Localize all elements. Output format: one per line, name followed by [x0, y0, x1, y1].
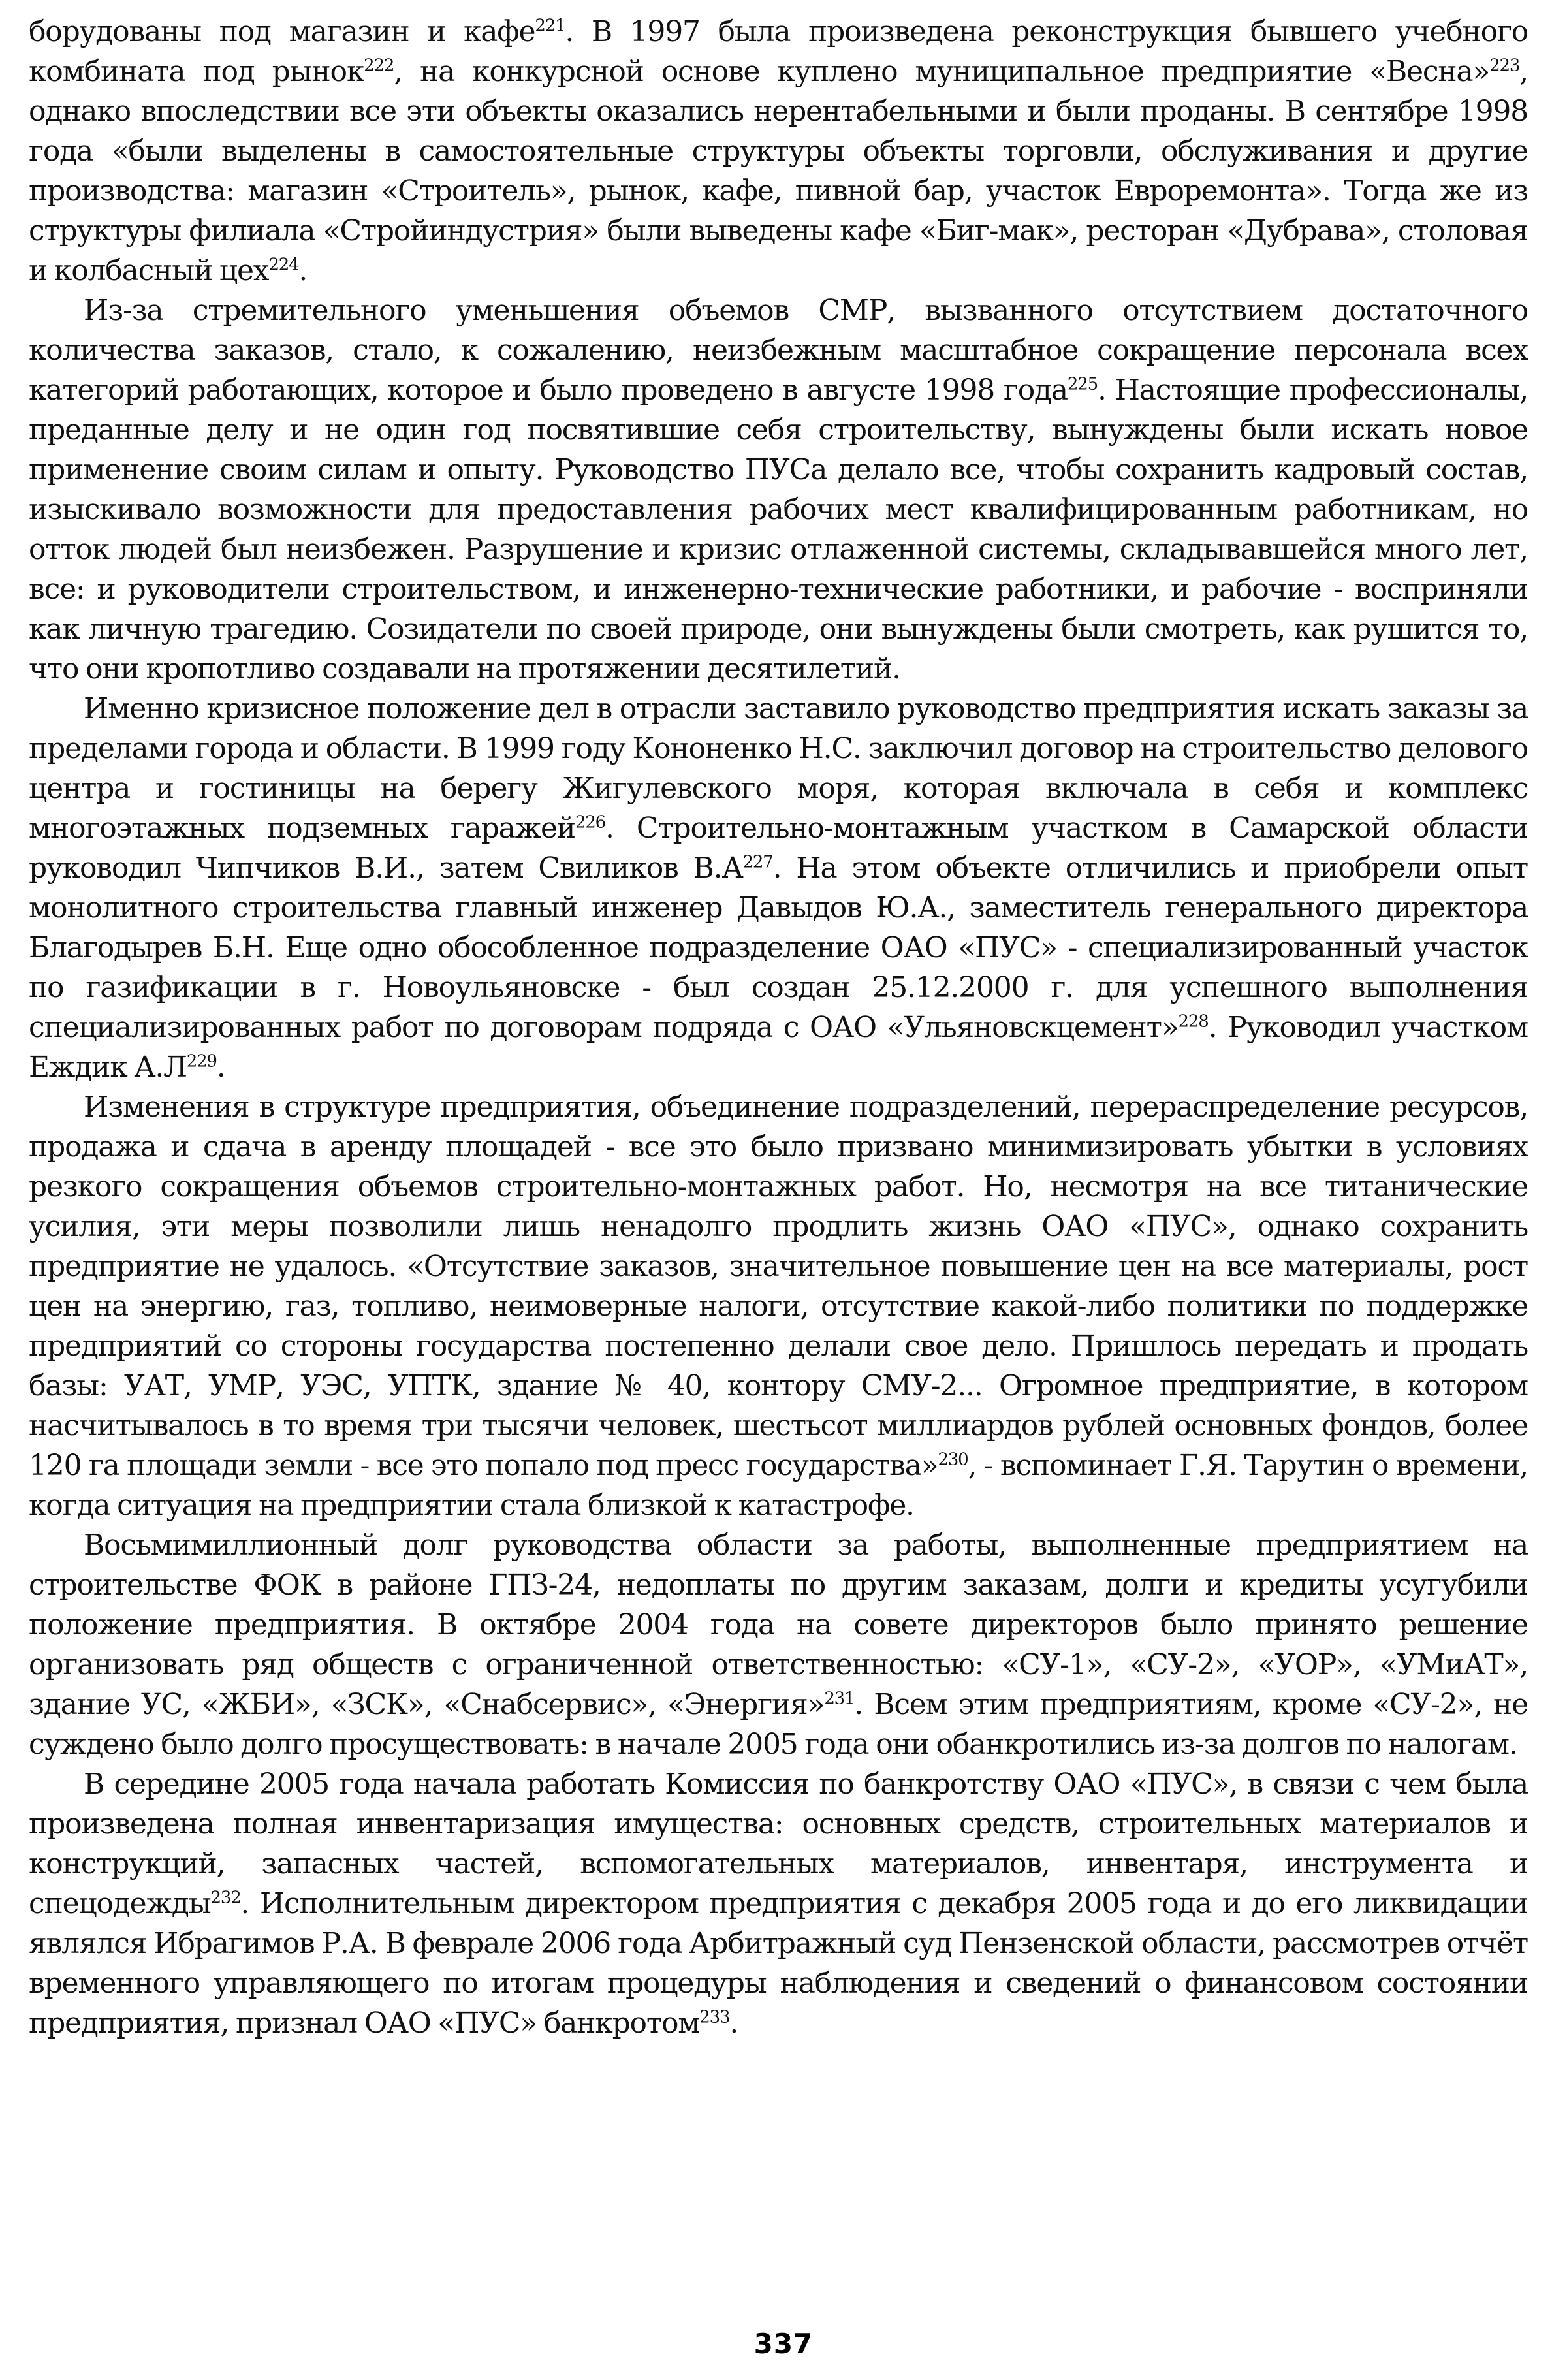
text-run: . В 1997 была произведена реконструкция бывшего учебного комбината под рынок	[29, 15, 1528, 88]
footnote-ref: 224	[268, 255, 299, 275]
footnote-ref: 231	[824, 1689, 855, 1709]
text-run: . Исполнительным директором предприятия с декабря 2005 года и до его ликвидации являлся Ибрагимов Р.А. В феврале 2006 года Арбитражный суд Пензенской области, рассмотрев отчёт временного управляющего по итогам процедуры наблюдения и сведений о финансовом состоянии предприятия, признал ОАО «ПУС» банкротом	[29, 1887, 1528, 2040]
paragraph	[29, 1525, 1528, 1764]
text-run: . На этом объекте отличились и приобрели опыт монолитного строительства главный инженер Давыдов Ю.А., заместитель генерального директора Благодырев Б.Н. Еще одно обособленное подразделение ОАО «ПУС» - специализированный участок по газификации в г. Новоульяновске - был создан 25.12.2000 г. для успешного выполнения специализированных работ по договорам подряда с ОАО «Ульяновскцемент»	[29, 851, 1528, 1044]
text-run: . Настоящие профессионалы, преданные делу и не один год посвятившие себя строительству, вынуждены были искать новое применение своим силам и опыту. Руководство ПУСа делало все, чтобы сохранить кадровый состав, изыскивало возможности для предоставления рабочих мест квалифицированным работникам, но отток людей был неизбежен. Разрушение и кризис отлаженной системы, складывавшейся много лет, все: и руководители строительством, и инженерно-технические работники, и рабочие - восприняли как личную трагедию. Созидатели по своей природе, они вынуждены были смотреть, как рушится то, что они кропотливо создавали на протяжении десятилетий.	[29, 373, 1528, 686]
footnote-ref: 222	[364, 56, 394, 76]
footnote-ref: 227	[742, 852, 773, 872]
footnote-ref: 228	[1178, 1011, 1209, 1032]
text-run: Восьмимиллионный долг руководства области за работы, выполненные предприятием на строительстве ФОК в районе ГПЗ-24, недоплаты по другим заказам, долги и кредиты усугубили положение предприятия. В октябре 2004 года на совете директоров было принято решение организовать ряд обществ с ограниченной ответственностью: «СУ-1», «СУ-2», «УОР», «УМиАТ», здание УС, «ЖБИ», «ЗСК», «Снабсервис», «Энергия»	[29, 1529, 1528, 1721]
footnote-ref: 229	[186, 1051, 217, 1071]
text-run: , однако впоследствии все эти объекты оказались нерентабельными и были проданы. В сентябре 1998 года «были выделены в самостоятельные структуры объекты торговли, обслуживания и другие производства: магазин «Строитель», рынок, кафе, пивной бар, участок Евроремонта». Тогда же из структуры филиала «Стройиндустрия» были выведены кафе «Биг-мак», ресторан «Дубрава», столовая и колбасный цех	[29, 55, 1528, 287]
footnote-ref: 226	[575, 812, 605, 833]
text-run: Именно кризисное положение дел в отрасли заставило руководство предприятия искать заказы за пределами города и области. В 1999 году Кононенко Н.С. заключил договор на строительство делового центра и гостиницы на берегу Жигулевского моря, которая включала в себя и комплекс многоэтажных подземных гаражей	[29, 692, 1528, 845]
text-run: . Строительно-монтажным участком в Самарской области руководил Чипчиков В.И., затем Свиликов В.А	[29, 812, 1528, 885]
page-number: 337	[753, 2328, 814, 2360]
footnote-ref: 223	[1489, 56, 1520, 76]
paragraph	[29, 1764, 1528, 2043]
paragraph	[29, 12, 1528, 291]
text-run: , на конкурсной основе куплено муниципальное предприятие «Весна»	[394, 55, 1490, 88]
book-page	[29, 0, 1528, 2380]
text-run: .	[216, 1051, 225, 1084]
body-text	[29, 12, 1528, 2043]
text-run: .	[729, 2007, 738, 2040]
text-run: . Всем этим предприятиям, кроме «СУ-2», не суждено было долго просуществовать: в начале 2005 года они обанкротились из-за долгов по налогам.	[29, 1688, 1528, 1761]
footnote-ref: 221	[535, 16, 565, 36]
text-run: В середине 2005 года начала работать Комиссия по банкротству ОАО «ПУС», в связи с чем была произведена полная инвентаризация имущества: основных средств, строительных материалов и конструкций, запасных частей, вспомогательных материалов, инвентаря, инструмента и спецодежды	[29, 1768, 1528, 1920]
text-run: Изменения в структуре предприятия, объединение подразделений, перераспределение ресурсов, продажа и сдача в аренду площадей - все это было призвано минимизировать убытки в условиях резкого сокращения объемов строительно-монтажных работ. Но, несмотря на все титанические усилия, эти меры позволили лишь ненадолго продлить жизнь ОАО «ПУС», однако сохранить предприятие не удалось. «Отсутствие заказов, значительное повышение цен на все материалы, рост цен на энергию, газ, топливо, неимоверные налоги, отсутствие какой-либо политики по поддержке предприятий со стороны государства постепенно делали свое дело. Пришлось передать и продать базы: УАТ, УМР, УЭС, УПТК, здание № 40, контору СМУ-2... Огромное предприятие, в котором насчитывалось в то время три тысячи человек, шестьсот миллиардов рублей основных фондов, более 120 га площади земли - все это попало под пресс государства»	[29, 1090, 1528, 1482]
footnote-ref: 233	[699, 2007, 730, 2027]
footnote-ref: 225	[1067, 374, 1098, 394]
text-run: .	[298, 254, 308, 287]
text-run: Из-за стремительного уменьшения объемов СМР, вызванного отсутствием достаточного количества заказов, стало, к сожалению, неизбежным масштабное сокращение персонала всех категорий работающих, которое и было проведено в августе 1998 года	[29, 294, 1528, 407]
footnote-ref: 232	[210, 1888, 241, 1908]
paragraph	[29, 1087, 1528, 1525]
paragraph	[29, 291, 1528, 689]
text-run: . Руководил участком Еждик А.Л	[29, 1011, 1528, 1084]
text-run: борудованы под магазин и кафе	[29, 15, 535, 48]
footnote-ref: 230	[938, 1450, 968, 1470]
paragraph	[29, 689, 1528, 1087]
text-run: , - вспоминает Г.Я. Тарутин о времени, когда ситуация на предприятии стала близкой к катастрофе.	[29, 1449, 1528, 1522]
